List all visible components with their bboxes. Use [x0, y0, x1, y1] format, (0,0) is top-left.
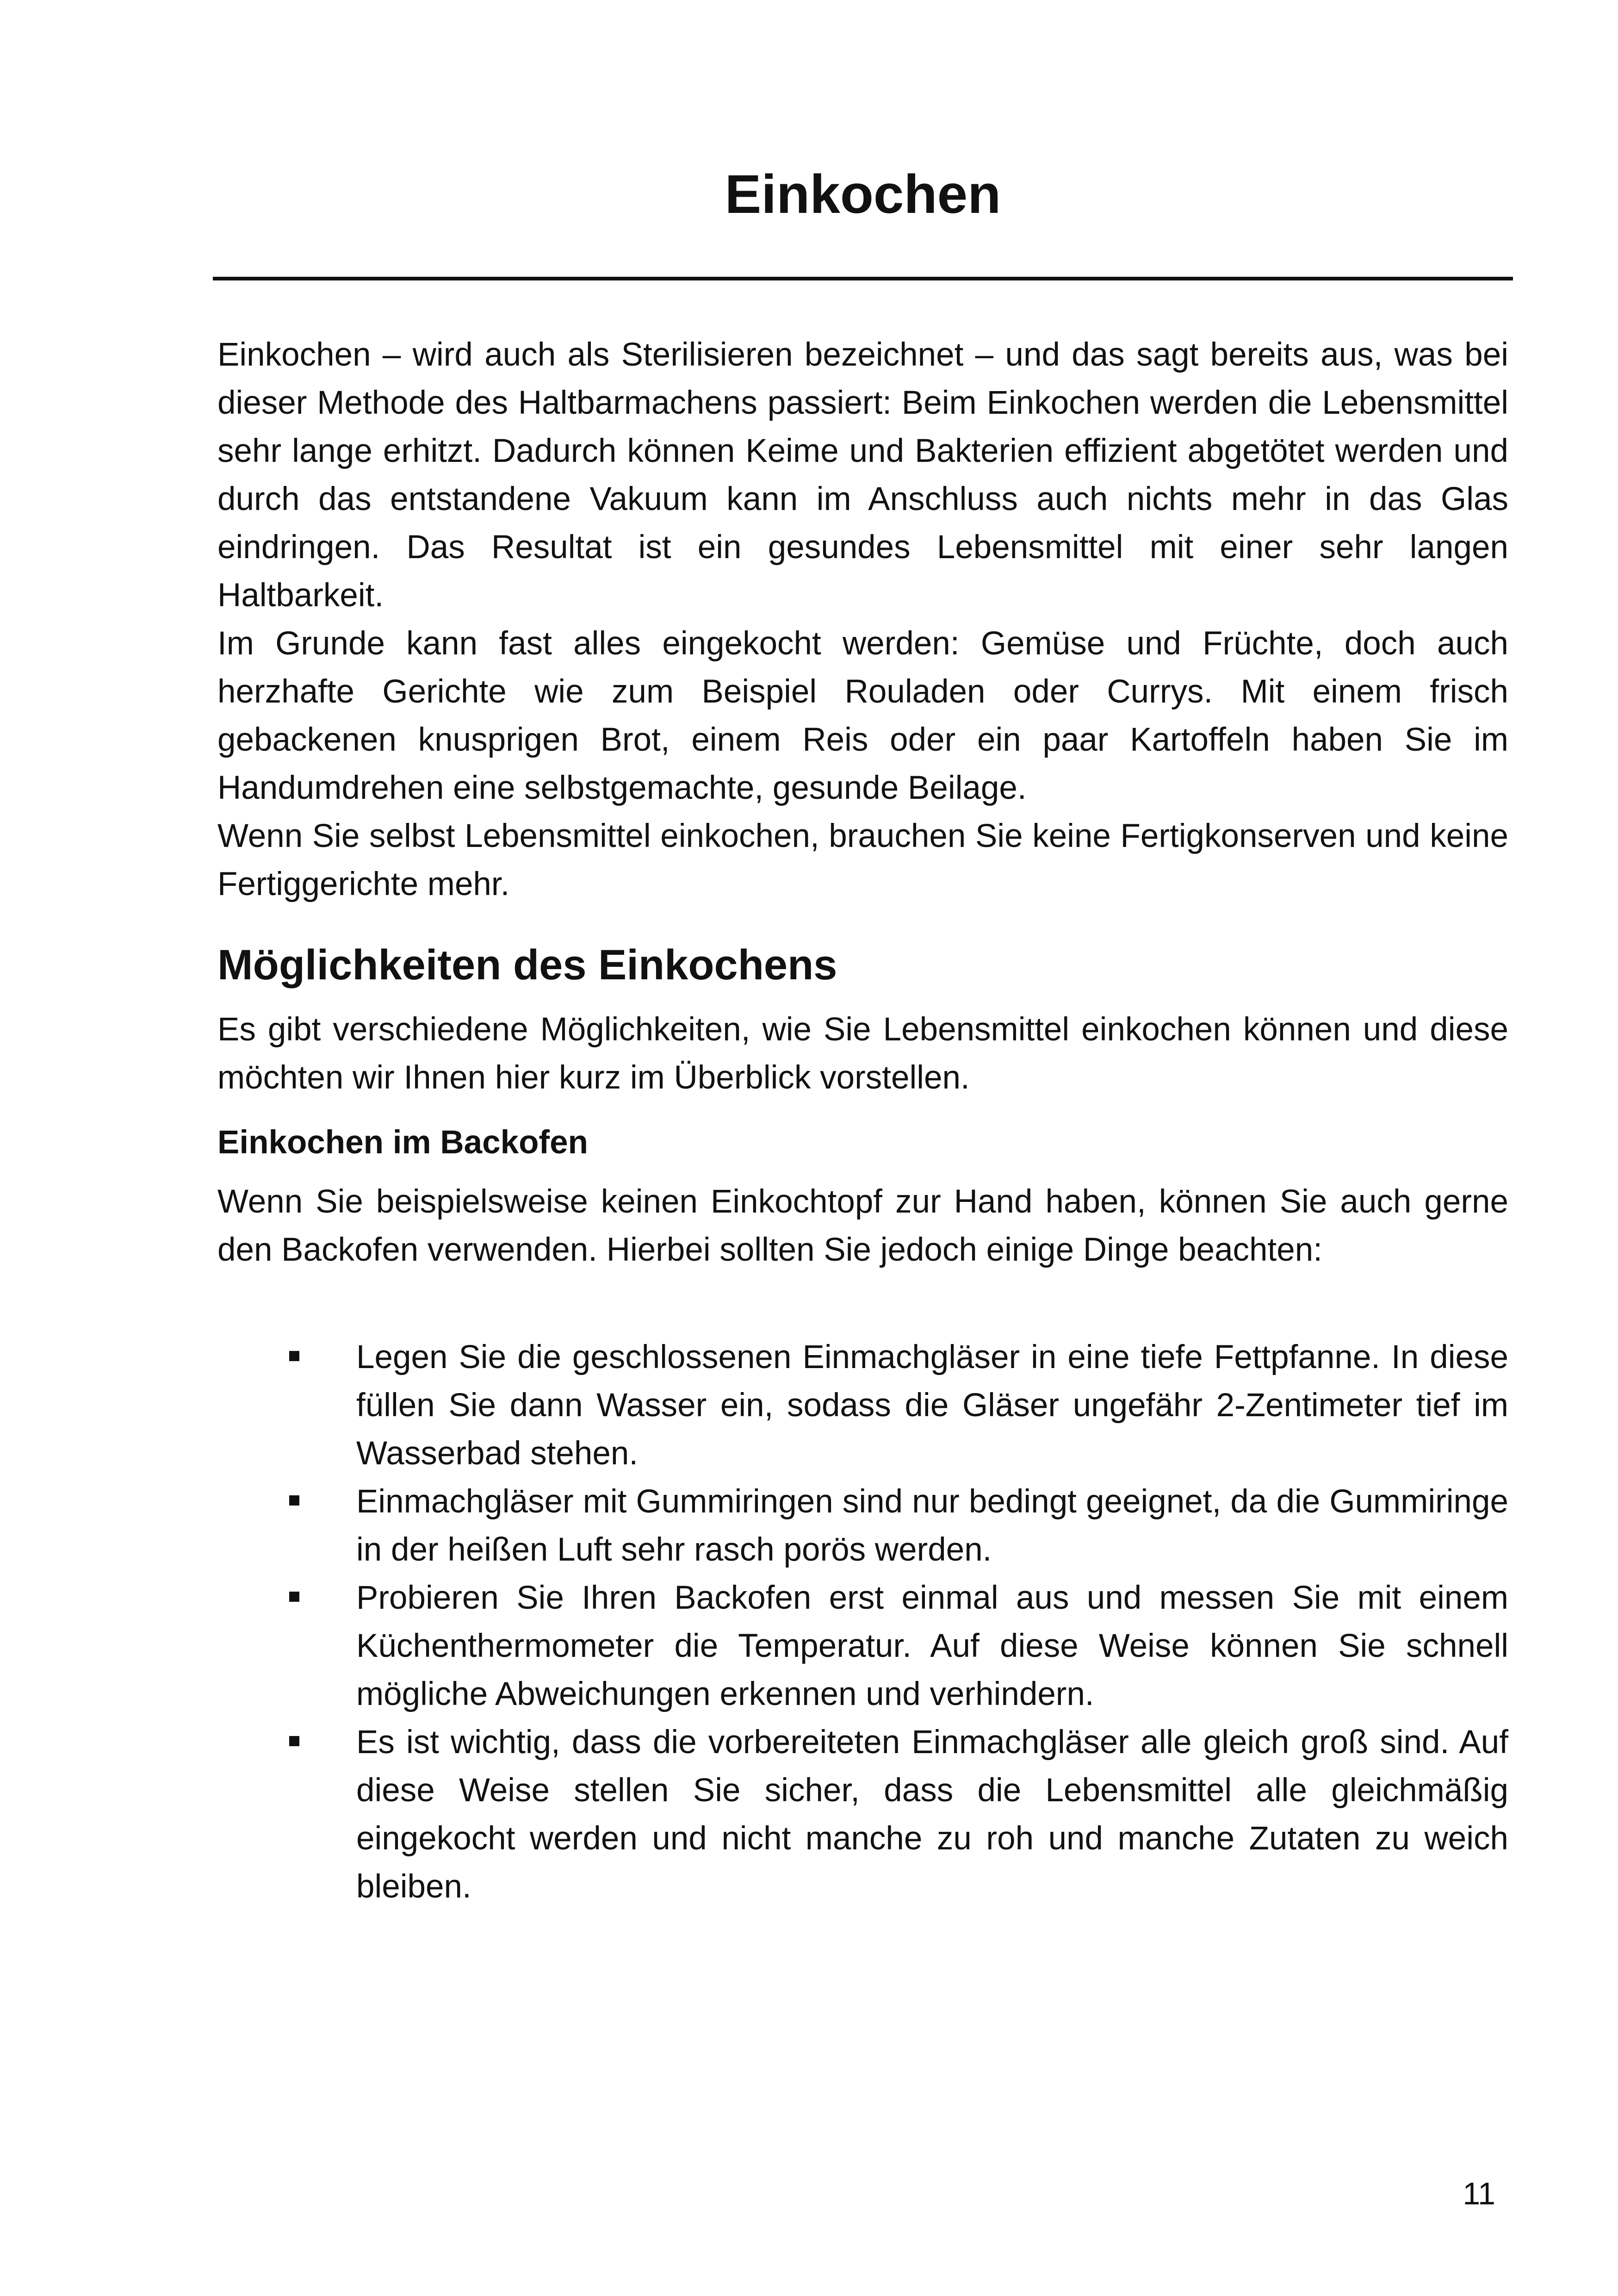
tips-list	[217, 1333, 1508, 1911]
intro-paragraph-1: Einkochen – wird auch als Sterilisieren bezeichnet – und das sagt bereits aus, was bei dieser Methode des Haltbarmachens passiert: Beim Einkochen werden die Lebensmittel sehr lange erhitzt. Dadurch können Keime und Bakterien effizient abgetötet werden und durch das entstandene Vakuum kann im Anschluss auch nichts mehr in das Glas eindringen. Das Resultat ist ein gesundes Lebensmittel mit einer sehr langen Haltbarkeit.	[217, 336, 1508, 614]
intro-paragraph-2: Im Grunde kann fast alles eingekocht werden: Gemüse und Früchte, doch auch herzhafte Gerichte wie zum Beispiel Rouladen oder Currys. Mit einem frisch gebackenen knusprigen Brot, einem Reis oder ein paar Kartoffeln haben Sie im Handumdrehen eine selbstgemachte, gesunde Beilage.	[217, 625, 1508, 806]
list-item	[217, 1478, 1508, 1574]
intro-paragraph-3: Wenn Sie selbst Lebensmittel einkochen, brauchen Sie keine Fertigkonserven und keine Fertiggerichte mehr.	[217, 818, 1508, 902]
title-divider	[213, 277, 1513, 280]
square-bullet-icon	[289, 1495, 299, 1506]
page-number: 11	[1463, 2176, 1495, 2211]
list-item	[217, 1333, 1508, 1478]
list-item	[217, 1574, 1508, 1718]
square-bullet-icon	[289, 1351, 299, 1361]
subsection-heading: Einkochen im Backofen	[217, 1124, 588, 1161]
square-bullet-icon	[289, 1736, 299, 1746]
subsection-paragraph: Wenn Sie beispielsweise keinen Einkochtopf zur Hand haben, können Sie auch gerne den Backofen verwenden. Hierbei sollten Sie jedoch einige Dinge beachten:	[217, 1183, 1508, 1268]
section-paragraph: Es gibt verschiedene Möglichkeiten, wie Sie Lebensmittel einkochen können und diese möchten wir Ihnen hier kurz im Überblick vorstellen.	[217, 1011, 1508, 1096]
list-item-text: Legen Sie die geschlossenen Einmachgläser in eine tiefe Fettpfanne. In diese füllen Sie dann Wasser ein, sodass die Gläser ungefähr 2-Zentimeter tief im Wasserbad stehen.	[356, 1339, 1508, 1472]
section-heading: Möglichkeiten des Einkochens	[217, 941, 837, 989]
list-item	[217, 1718, 1508, 1911]
square-bullet-icon	[289, 1592, 299, 1602]
list-item-text: Einmachgläser mit Gummiringen sind nur bedingt geeignet, da die Gummiringe in der heißen Luft sehr rasch porös werden.	[356, 1483, 1508, 1568]
list-item-text: Es ist wichtig, dass die vorbereiteten Einmachgläser alle gleich groß sind. Auf diese Weise stellen Sie sicher, dass die Lebensmittel alle gleichmäßig eingekocht werden und nicht manche zu roh und manche Zutaten zu weich bleiben.	[356, 1724, 1508, 1905]
page-title: Einkochen	[725, 164, 1001, 225]
list-item-text: Probieren Sie Ihren Backofen erst einmal aus und messen Sie mit einem Küchenthermometer die Temperatur. Auf diese Weise können Sie schnell mögliche Abweichungen erkennen und verhindern.	[356, 1580, 1508, 1712]
page-content	[217, 331, 1508, 1911]
